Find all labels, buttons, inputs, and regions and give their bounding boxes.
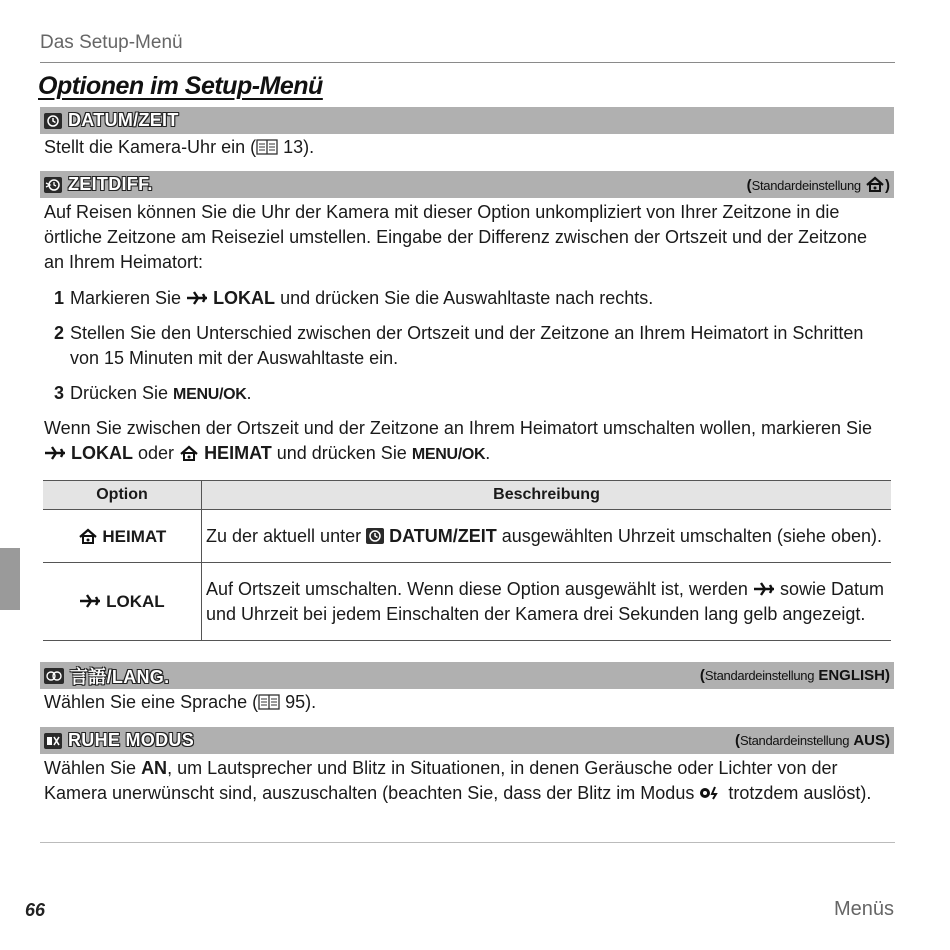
plane-icon — [753, 582, 775, 596]
footer-label: Menüs — [833, 898, 894, 920]
book-icon — [258, 694, 280, 710]
section-bar-datum — [40, 107, 894, 134]
step-1: 1 Markieren Sie LOKAL und drücken Sie die Auswahltaste nach rechts. — [54, 288, 654, 308]
datum-page-ref: 13 — [283, 137, 304, 157]
book-icon — [256, 139, 278, 155]
table-row — [43, 563, 891, 641]
datum-description: Stellt die Kamera-Uhr ein ( 13). — [44, 137, 315, 157]
plane-icon — [79, 594, 101, 608]
section-title-lang: 言語/LANG. — [70, 666, 170, 687]
lang-default: (Standardeinstellung ENGLISH) — [699, 667, 890, 684]
language-icon — [44, 668, 64, 684]
clock-icon — [366, 528, 384, 544]
zeitdiff-default: (Standardeinstellung ) — [746, 176, 890, 194]
page-title: Optionen im Setup-Menü — [38, 72, 323, 100]
section-title-zeitdiff: ZEITDIFF. — [68, 174, 153, 194]
lang-page-ref: 95 — [285, 692, 306, 712]
table-header-row — [43, 481, 891, 510]
lang-description: Wählen Sie eine Sprache ( 95). — [44, 692, 317, 712]
footer-rule — [40, 842, 895, 843]
step-3: 3 Drücken Sie MENU/OK. — [54, 383, 252, 403]
zeitdiff-intro: Auf Reisen können Sie die Uhr der Kamera mit dieser Option unkompliziert von Ihrer Zeitzone in die örtliche Zeitzone am Reiseziel umstellen. Eingabe der Differenz zwischen der Ortszeit und der Zeitzone an Ihrem Heimatort: — [44, 202, 868, 272]
thumb-index-tab — [0, 548, 20, 610]
silent-mode-icon — [44, 733, 62, 749]
section-title-ruhe: RUHE MODUS — [68, 730, 195, 750]
step-2: 2 Stellen Sie den Unterschied zwischen der Ortszeit und der Zeitzone an Ihrem Heimatort in Schritten von 15 Minuten mit der Auswahltaste ein. — [54, 323, 864, 368]
clock-icon — [44, 113, 62, 129]
table-cell-description: Zu der aktuell unter DATUM/ZEIT ausgewählten Uhrzeit umschalten (siehe oben). — [202, 510, 892, 563]
clock-plane-icon — [44, 177, 62, 193]
table-cell-option: LOKAL — [43, 563, 202, 641]
section-bar-ruhe — [40, 727, 894, 754]
red-eye-flash-icon — [699, 786, 723, 800]
table-cell-description: Auf Ortszeit umschalten. Wenn diese Option ausgewählt ist, werden sowie Datum und Uhrzeit bei jedem Einschalten der Kamera drei Sekunden lang gelb angezeigt. — [202, 563, 892, 641]
table-cell-option: HEIMAT — [43, 510, 202, 563]
header-rule — [40, 62, 895, 63]
plane-icon — [44, 446, 66, 460]
home-icon — [78, 528, 98, 544]
plane-icon — [186, 291, 208, 305]
section-title-datum: DATUM/ZEIT — [68, 110, 179, 130]
options-table — [43, 480, 891, 641]
home-icon — [179, 445, 199, 461]
ruhe-description: Wählen Sie AN, um Lautsprecher und Blitz in Situationen, in denen Geräusche oder Lichter von der Kamera unerwünscht sind, auszuschalten (beachten Sie, dass der Blitz im Modus trotzdem auslöst). — [44, 758, 872, 803]
ruhe-default: (Standardeinstellung AUS) — [734, 732, 890, 749]
home-icon — [865, 176, 885, 192]
table-row — [43, 510, 891, 563]
page-number: 66 — [25, 900, 46, 920]
section-bar-lang — [40, 662, 894, 689]
running-head: Das Setup-Menü — [40, 32, 183, 53]
table-header-description: Beschreibung — [202, 481, 892, 510]
zeitdiff-switch-text: Wenn Sie zwischen der Ortszeit und der Zeitzone an Ihrem Heimatort umschalten wollen, markieren Sie LOKAL oder HEIMAT und drücken Sie MENU/OK. — [44, 418, 873, 463]
section-bar-zeitdiff — [40, 171, 894, 198]
table-header-option: Option — [43, 481, 202, 510]
